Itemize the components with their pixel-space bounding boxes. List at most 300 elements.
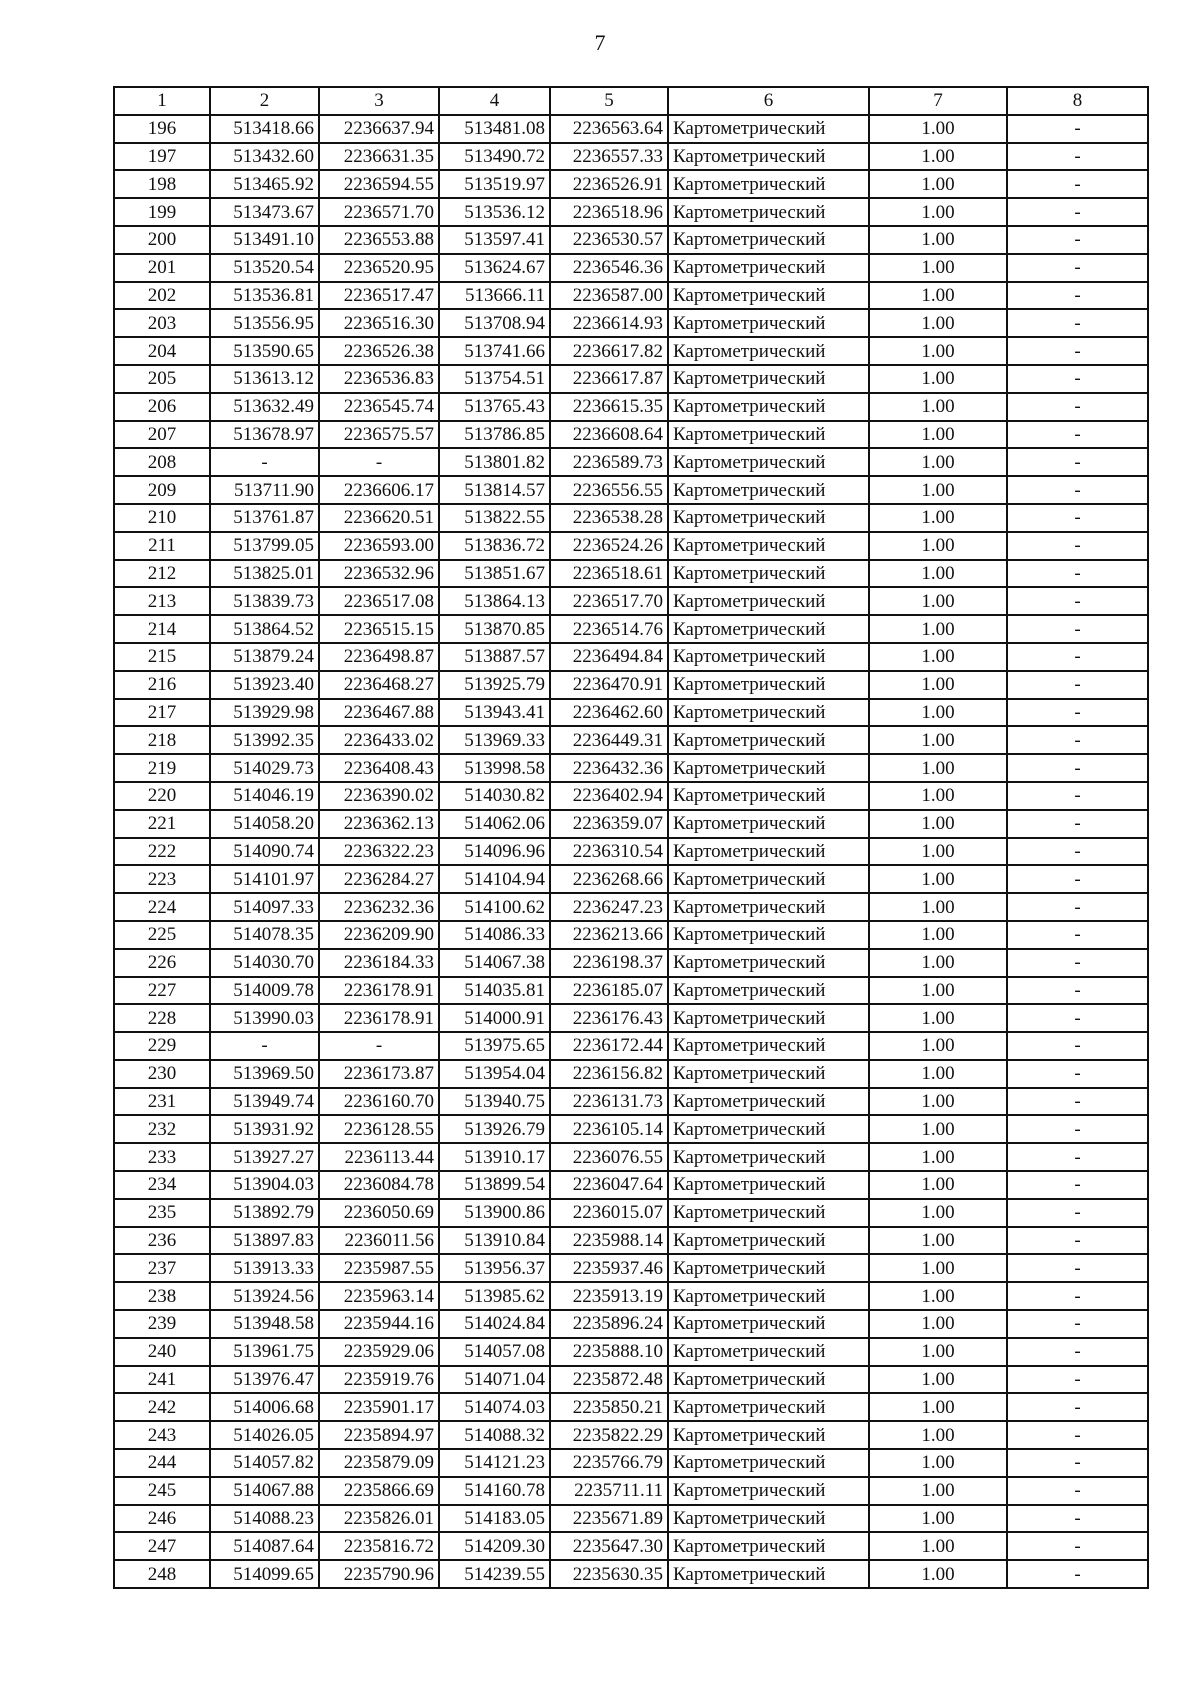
table-cell-col6: Картометрический [668,1366,869,1394]
table-cell-col7: 1.00 [869,1088,1007,1116]
table-cell-col3: 2236516.30 [319,309,439,337]
table-cell-col5: 2236449.31 [550,726,668,754]
table-cell-col7: 1.00 [869,1560,1007,1588]
table-cell-col1: 222 [114,838,210,866]
table-cell-col7: 1.00 [869,977,1007,1005]
table-cell-col2: 513432.60 [210,143,319,171]
table-row [114,1449,1148,1477]
table-cell-col7: 1.00 [869,1366,1007,1394]
table-cell-col3: 2235816.72 [319,1532,439,1560]
table-cell-col6: Картометрический [668,504,869,532]
table-row [114,921,1148,949]
table-cell-col2: 514090.74 [210,838,319,866]
table-cell-col7: 1.00 [869,309,1007,337]
table-cell-col5: 2236556.55 [550,476,668,504]
table-cell-col1: 208 [114,448,210,476]
table-cell-col4: 513519.97 [439,170,550,198]
table-cell-col8: - [1007,838,1148,866]
table-cell-col7: 1.00 [869,1310,1007,1338]
table-cell-col2: 514029.73 [210,754,319,782]
table-cell-col1: 246 [114,1505,210,1533]
table-cell-col3: 2235879.09 [319,1449,439,1477]
table-cell-col2: 513491.10 [210,226,319,254]
table-row [114,1171,1148,1199]
table-cell-col4: 514160.78 [439,1477,550,1505]
table-cell-col8: - [1007,1254,1148,1282]
table-cell-col2: 513879.24 [210,643,319,671]
table-cell-col2: 513969.50 [210,1060,319,1088]
table-cell-col3: 2236362.13 [319,810,439,838]
table-cell-col2: 513761.87 [210,504,319,532]
table-cell-col8: - [1007,1171,1148,1199]
table-cell-col2: 513904.03 [210,1171,319,1199]
page-number: 7 [594,30,606,55]
table-cell-col5: 2236524.26 [550,532,668,560]
table-cell-col7: 1.00 [869,115,1007,143]
table-cell-col4: 513899.54 [439,1171,550,1199]
table-cell-col5: 2235671.89 [550,1505,668,1533]
table-cell-col2: 513924.56 [210,1282,319,1310]
table-cell-col8: - [1007,1505,1148,1533]
table-cell-col4: 514030.82 [439,782,550,810]
table-cell-col7: 1.00 [869,1115,1007,1143]
table-cell-col7: 1.00 [869,699,1007,727]
table-cell-col1: 238 [114,1282,210,1310]
table-cell-col1: 245 [114,1477,210,1505]
table-cell-col8: - [1007,1088,1148,1116]
table-cell-col7: 1.00 [869,726,1007,754]
table-cell-col1: 206 [114,393,210,421]
table-cell-col4: 513481.08 [439,115,550,143]
table-cell-col4: 513765.43 [439,393,550,421]
table-row [114,1421,1148,1449]
table-cell-col2: 513825.01 [210,560,319,588]
table-cell-col3: 2236517.08 [319,587,439,615]
table-cell-col6: Картометрический [668,1032,869,1060]
table-cell-col6: Картометрический [668,1449,869,1477]
table-cell-col8: - [1007,1282,1148,1310]
table-cell-col2: 513473.67 [210,198,319,226]
table-cell-col7: 1.00 [869,1532,1007,1560]
table-cell-col8: - [1007,1366,1148,1394]
table-cell-col4: 513943.41 [439,699,550,727]
table-row [114,421,1148,449]
table-cell-col3: 2236515.15 [319,615,439,643]
table-cell-col1: 248 [114,1560,210,1588]
table-cell-col5: 2236617.82 [550,337,668,365]
table-cell-col2: 514030.70 [210,949,319,977]
column-header-8: 8 [1007,87,1148,115]
table-cell-col8: - [1007,170,1148,198]
table-row [114,254,1148,282]
table-cell-col4: 513536.12 [439,198,550,226]
table-row [114,1366,1148,1394]
table-cell-col6: Картометрический [668,810,869,838]
column-header-6: 6 [668,87,869,115]
table-cell-col3: 2236284.27 [319,865,439,893]
table-row [114,1282,1148,1310]
table-cell-col8: - [1007,977,1148,1005]
table-cell-col5: 2235850.21 [550,1393,668,1421]
table-cell-col3: 2236532.96 [319,560,439,588]
table-cell-col8: - [1007,893,1148,921]
table-cell-col3: 2236545.74 [319,393,439,421]
table-row [114,838,1148,866]
table-row [114,1477,1148,1505]
table-cell-col5: 2236432.36 [550,754,668,782]
table-cell-col3: - [319,448,439,476]
table-cell-col5: 2235647.30 [550,1532,668,1560]
table-cell-col2: 514088.23 [210,1505,319,1533]
table-cell-col6: Картометрический [668,309,869,337]
table-cell-col7: 1.00 [869,1477,1007,1505]
table-cell-col3: 2236637.94 [319,115,439,143]
table-cell-col7: 1.00 [869,1227,1007,1255]
table-cell-col1: 237 [114,1254,210,1282]
table-cell-col6: Картометрический [668,170,869,198]
table-cell-col1: 232 [114,1115,210,1143]
table-cell-col5: 2236518.61 [550,560,668,588]
table-cell-col4: 513887.57 [439,643,550,671]
table-cell-col6: Картометрический [668,671,869,699]
table-cell-col6: Картометрический [668,726,869,754]
table-cell-col6: Картометрический [668,226,869,254]
table-cell-col3: 2236571.70 [319,198,439,226]
table-cell-col1: 216 [114,671,210,699]
table-cell-col1: 221 [114,810,210,838]
table-row [114,643,1148,671]
table-cell-col6: Картометрический [668,865,869,893]
table-cell-col2: 513418.66 [210,115,319,143]
table-cell-col5: 2236172.44 [550,1032,668,1060]
table-cell-col4: 513864.13 [439,587,550,615]
table-row [114,1060,1148,1088]
table-row [114,532,1148,560]
table-cell-col8: - [1007,671,1148,699]
table-cell-col8: - [1007,1060,1148,1088]
table-cell-col3: 2236631.35 [319,143,439,171]
table-cell-col5: 2236587.00 [550,282,668,310]
table-cell-col7: 1.00 [869,949,1007,977]
table-cell-col4: 514239.55 [439,1560,550,1588]
table-row [114,1393,1148,1421]
table-cell-col1: 240 [114,1338,210,1366]
table-cell-col2: 514058.20 [210,810,319,838]
column-header-3: 3 [319,87,439,115]
table-cell-col5: 2236557.33 [550,143,668,171]
table-cell-col6: Картометрический [668,1477,869,1505]
table-cell-col1: 241 [114,1366,210,1394]
table-cell-col7: 1.00 [869,1505,1007,1533]
table-cell-col2: 514006.68 [210,1393,319,1421]
table-cell-col4: 513597.41 [439,226,550,254]
table-cell-col4: 513954.04 [439,1060,550,1088]
table-cell-col5: 2236614.93 [550,309,668,337]
table-cell-col1: 228 [114,1004,210,1032]
table-cell-col4: 513624.67 [439,254,550,282]
table-row [114,1560,1148,1588]
table-cell-col7: 1.00 [869,504,1007,532]
table-cell-col2: 513992.35 [210,726,319,754]
table-cell-col7: 1.00 [869,532,1007,560]
table-row [114,782,1148,810]
table-cell-col7: 1.00 [869,921,1007,949]
table-cell-col3: 2236433.02 [319,726,439,754]
table-cell-col2: 513976.47 [210,1366,319,1394]
table-cell-col5: 2236198.37 [550,949,668,977]
table-cell-col3: 2236011.56 [319,1227,439,1255]
table-cell-col8: - [1007,754,1148,782]
table-cell-col8: - [1007,282,1148,310]
table-cell-col3: 2236209.90 [319,921,439,949]
table-cell-col4: 513985.62 [439,1282,550,1310]
table-row [114,143,1148,171]
table-cell-col7: 1.00 [869,421,1007,449]
table-cell-col3: 2236517.47 [319,282,439,310]
table-cell-col2: - [210,1032,319,1060]
table-row [114,226,1148,254]
table-cell-col4: 513940.75 [439,1088,550,1116]
table-cell-col8: - [1007,1421,1148,1449]
table-cell-col8: - [1007,226,1148,254]
table-cell-col4: 514209.30 [439,1532,550,1560]
column-header-7: 7 [869,87,1007,115]
table-cell-col3: 2236050.69 [319,1199,439,1227]
table-cell-col6: Картометрический [668,1088,869,1116]
table-cell-col5: 2236268.66 [550,865,668,893]
table-cell-col7: 1.00 [869,1282,1007,1310]
table-cell-col7: 1.00 [869,254,1007,282]
table-cell-col5: 2236247.23 [550,893,668,921]
table-cell-col7: 1.00 [869,1421,1007,1449]
table-cell-col1: 233 [114,1143,210,1171]
table-cell-col6: Картометрический [668,615,869,643]
table-row [114,1338,1148,1366]
table-cell-col1: 223 [114,865,210,893]
table-cell-col3: 2236390.02 [319,782,439,810]
table-cell-col7: 1.00 [869,1393,1007,1421]
table-cell-col1: 230 [114,1060,210,1088]
table-row [114,1088,1148,1116]
table-cell-col1: 224 [114,893,210,921]
table-cell-col8: - [1007,615,1148,643]
table-cell-col1: 210 [114,504,210,532]
table-cell-col5: 2235913.19 [550,1282,668,1310]
table-row [114,560,1148,588]
table-row [114,587,1148,615]
table-cell-col6: Картометрический [668,754,869,782]
table-cell-col3: 2236553.88 [319,226,439,254]
table-cell-col5: 2236213.66 [550,921,668,949]
table-row [114,671,1148,699]
table-row [114,282,1148,310]
table-cell-col1: 197 [114,143,210,171]
table-cell-col1: 212 [114,560,210,588]
table-cell-col5: 2236514.76 [550,615,668,643]
table-cell-col1: 235 [114,1199,210,1227]
table-cell-col4: 514057.08 [439,1338,550,1366]
table-cell-col7: 1.00 [869,810,1007,838]
table-cell-col1: 199 [114,198,210,226]
table-cell-col8: - [1007,532,1148,560]
table-cell-col8: - [1007,1338,1148,1366]
table-cell-col1: 244 [114,1449,210,1477]
table-cell-col5: 2235630.35 [550,1560,668,1588]
table-cell-col7: 1.00 [869,282,1007,310]
table-cell-col2: 513927.27 [210,1143,319,1171]
table-row [114,1004,1148,1032]
table-cell-col6: Картометрический [668,1143,869,1171]
table-cell-col3: 2236498.87 [319,643,439,671]
table-cell-col3: 2236468.27 [319,671,439,699]
table-cell-col2: 513613.12 [210,365,319,393]
table-cell-col5: 2235888.10 [550,1338,668,1366]
table-cell-col5: 2236047.64 [550,1171,668,1199]
table-cell-col2: 513948.58 [210,1310,319,1338]
table-row [114,865,1148,893]
table-cell-col6: Картометрический [668,115,869,143]
table-cell-col2: 514097.33 [210,893,319,921]
table-cell-col6: Картометрический [668,1115,869,1143]
table-cell-col4: 514074.03 [439,1393,550,1421]
table-cell-col6: Картометрический [668,1532,869,1560]
table-row [114,309,1148,337]
table-cell-col6: Картометрический [668,587,869,615]
table-cell-col1: 231 [114,1088,210,1116]
table-cell-col6: Картометрический [668,921,869,949]
table-cell-col1: 205 [114,365,210,393]
table-cell-col8: - [1007,921,1148,949]
table-cell-col7: 1.00 [869,615,1007,643]
table-cell-col4: 514071.04 [439,1366,550,1394]
table-cell-col1: 202 [114,282,210,310]
table-cell-col2: - [210,448,319,476]
table-cell-col5: 2235937.46 [550,1254,668,1282]
table-cell-col3: 2235944.16 [319,1310,439,1338]
table-cell-col2: 513961.75 [210,1338,319,1366]
table-row [114,476,1148,504]
table-cell-col2: 513913.33 [210,1254,319,1282]
table-cell-col6: Картометрический [668,560,869,588]
table-cell-col6: Картометрический [668,699,869,727]
table-row [114,448,1148,476]
table-row [114,393,1148,421]
table-cell-col6: Картометрический [668,838,869,866]
table-cell-col1: 225 [114,921,210,949]
table-cell-col6: Картометрический [668,421,869,449]
table-cell-col1: 207 [114,421,210,449]
table-row [114,615,1148,643]
table-cell-col7: 1.00 [869,1171,1007,1199]
table-row [114,1254,1148,1282]
table-cell-col5: 2235711.11 [550,1477,668,1505]
table-cell-col8: - [1007,782,1148,810]
table-cell-col5: 2236518.96 [550,198,668,226]
table-cell-col3: 2236232.36 [319,893,439,921]
table-cell-col5: 2236615.35 [550,393,668,421]
table-cell-col2: 513799.05 [210,532,319,560]
table-cell-col6: Картометрический [668,337,869,365]
table-cell-col2: 514078.35 [210,921,319,949]
table-cell-col8: - [1007,1310,1148,1338]
table-cell-col5: 2236156.82 [550,1060,668,1088]
table-cell-col3: 2235894.97 [319,1421,439,1449]
table-cell-col1: 198 [114,170,210,198]
table-row [114,1115,1148,1143]
table-cell-col3: 2236536.83 [319,365,439,393]
table-cell-col3: 2236467.88 [319,699,439,727]
table-cell-col2: 513923.40 [210,671,319,699]
table-row [114,504,1148,532]
table-cell-col3: 2236178.91 [319,977,439,1005]
table-cell-col1: 239 [114,1310,210,1338]
table-cell-col4: 514088.32 [439,1421,550,1449]
table-cell-col6: Картометрический [668,1060,869,1088]
table-cell-col3: 2236173.87 [319,1060,439,1088]
table-cell-col5: 2236359.07 [550,810,668,838]
table-cell-col4: 513956.37 [439,1254,550,1282]
table-cell-col5: 2236131.73 [550,1088,668,1116]
table-cell-col3: 2235790.96 [319,1560,439,1588]
table-row [114,977,1148,1005]
table-cell-col8: - [1007,560,1148,588]
table-cell-col2: 514026.05 [210,1421,319,1449]
table-cell-col4: 514096.96 [439,838,550,866]
table-cell-col7: 1.00 [869,1338,1007,1366]
table-cell-col5: 2236538.28 [550,504,668,532]
column-header-5: 5 [550,87,668,115]
table-cell-col5: 2235822.29 [550,1421,668,1449]
table-cell-col4: 513925.79 [439,671,550,699]
table-cell-col2: 514099.65 [210,1560,319,1588]
table-cell-col5: 2236494.84 [550,643,668,671]
table-cell-col7: 1.00 [869,365,1007,393]
table-cell-col7: 1.00 [869,1449,1007,1477]
table-cell-col3: 2236575.57 [319,421,439,449]
table-cell-col6: Картометрический [668,1004,869,1032]
table-cell-col3: 2235987.55 [319,1254,439,1282]
table-cell-col2: 513632.49 [210,393,319,421]
table-cell-col2: 513897.83 [210,1227,319,1255]
table-cell-col3: 2236408.43 [319,754,439,782]
table-cell-col2: 513929.98 [210,699,319,727]
table-cell-col1: 217 [114,699,210,727]
table-cell-col4: 513801.82 [439,448,550,476]
table-cell-col4: 513490.72 [439,143,550,171]
table-cell-col5: 2236310.54 [550,838,668,866]
table-cell-col1: 209 [114,476,210,504]
table-cell-col1: 219 [114,754,210,782]
table-cell-col3: 2236160.70 [319,1088,439,1116]
table-cell-col2: 513536.81 [210,282,319,310]
table-cell-col4: 513851.67 [439,560,550,588]
table-cell-col8: - [1007,115,1148,143]
table-row [114,365,1148,393]
table-cell-col8: - [1007,254,1148,282]
table-cell-col5: 2236563.64 [550,115,668,143]
table-cell-col4: 513975.65 [439,1032,550,1060]
table-cell-col6: Картометрический [668,1338,869,1366]
table-row [114,337,1148,365]
table-cell-col4: 513910.17 [439,1143,550,1171]
table-cell-col6: Картометрический [668,254,869,282]
table-cell-col8: - [1007,337,1148,365]
table-cell-col4: 513708.94 [439,309,550,337]
table-cell-col2: 513465.92 [210,170,319,198]
table-cell-col4: 513666.11 [439,282,550,310]
table-cell-col8: - [1007,1032,1148,1060]
table-cell-col6: Картометрический [668,143,869,171]
